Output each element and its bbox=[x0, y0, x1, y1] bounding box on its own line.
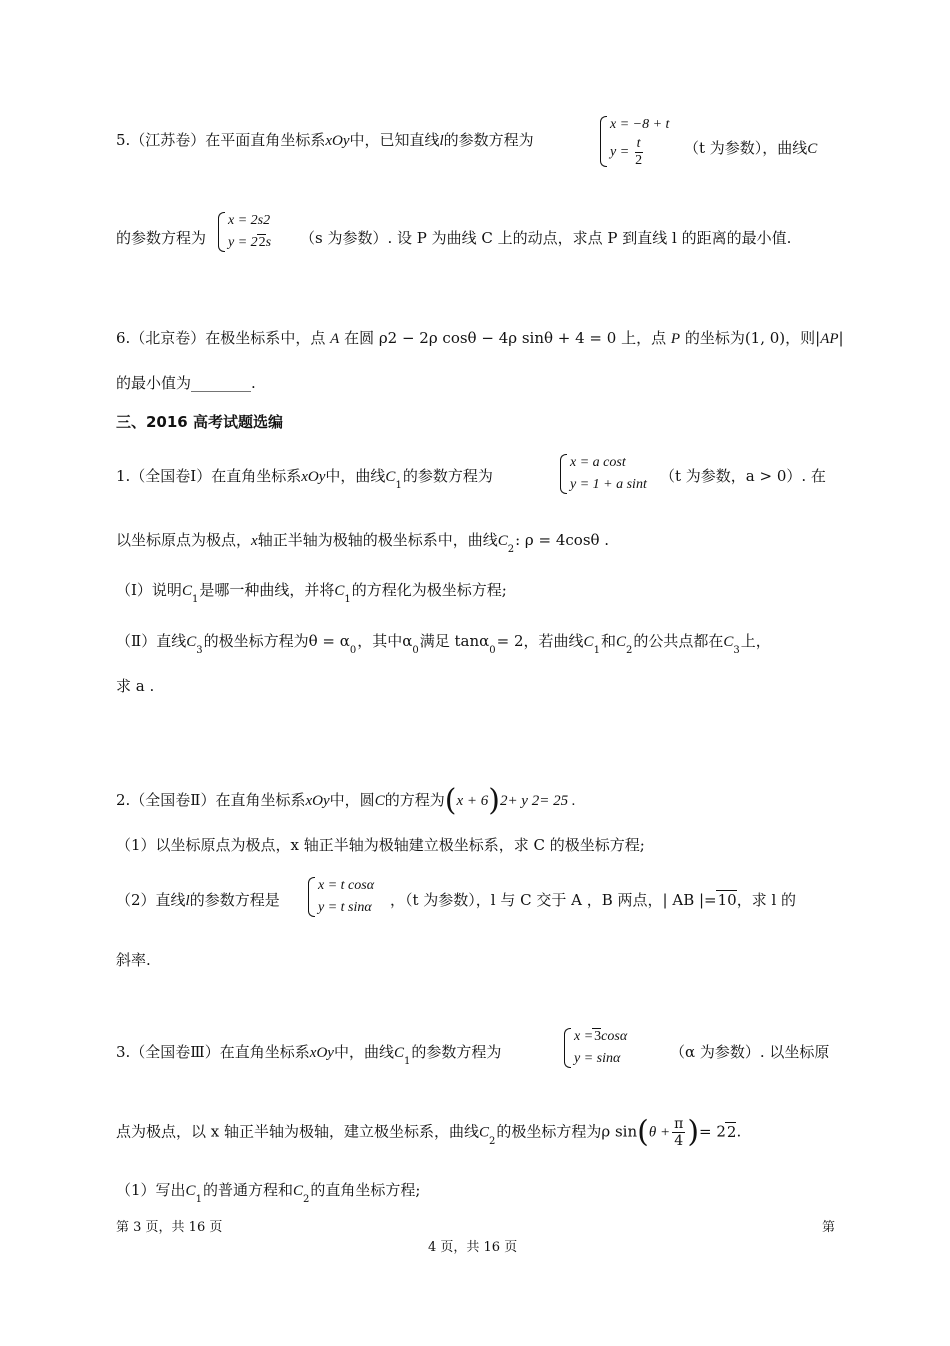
p3-line1: 3.（全国卷Ⅲ）在直角坐标系xOy中，曲线$C_1$的参数方程为 bbox=[116, 1043, 502, 1067]
q5-fraction: $\frac{t}{2}$ bbox=[635, 136, 643, 168]
section-title: 三、2016 高考试题选编 bbox=[116, 413, 283, 431]
p2-line1: 2.（全国卷Ⅱ）在直角坐标系xOy中，圆C的方程为(x + 6)2+ y 2= 25 . bbox=[116, 783, 576, 818]
q5-line1: 5.（江苏卷）在平面直角坐标系xOy中，已知直线l的参数方程为 bbox=[116, 131, 534, 149]
p1-line3: （Ⅰ）说明$C_1$是哪一种曲线，并将$C_1$的方程化为极坐标方程; bbox=[116, 581, 507, 605]
p2-param-system: x = t cosα y = t sinα bbox=[304, 875, 378, 919]
p1-line4: （Ⅱ）直线$C_3$的极坐标方程为$\theta = \alpha_0$，其中$\alpha_0$满足 tanα$_0$= 2，若曲线$C_1$和$C_2$的公共点都在$C_3$上， bbox=[116, 632, 771, 656]
p3-line3: （1）写出$C_1$的普通方程和$C_2$的直角坐标方程; bbox=[116, 1181, 421, 1205]
footer-center: 4 页，共 16 页 bbox=[428, 1240, 518, 1255]
q5-system-brace: x = −8 + t y = $\frac{t}{2}$ bbox=[600, 114, 669, 169]
q5-param-system bbox=[596, 114, 673, 169]
p1-line1: 1.（全国卷Ⅰ）在直角坐标系xOy中，曲线$C_1$的参数方程为 bbox=[116, 467, 493, 491]
q5-param-system-2: x = 2s2 y = 22s bbox=[214, 210, 275, 254]
footer-left: 第 3 页，共 16 页 bbox=[116, 1220, 223, 1235]
p1-line5: 求 a . bbox=[116, 677, 155, 695]
q6-line1: 6.（北京卷）在极坐标系中，点 A 在圆 ρ2 − 2ρ cosθ − 4ρ sinθ + 4 = 0 上，点 P 的坐标为(1, 0)，则|AP| bbox=[116, 329, 844, 347]
p3-param-system: x =3cosα y = sinα bbox=[560, 1026, 631, 1070]
p2-line4: 斜率. bbox=[116, 951, 151, 969]
p1-param-system: x = a cost y = 1 + a sint bbox=[556, 452, 651, 496]
p3-line2: 点为极点，以 x 轴正半轴为极轴，建立极坐标系，曲线$C_2$的极坐标方程为ρ sin(θ + $\frac{\pi}{4}$ )= 22. bbox=[116, 1114, 742, 1150]
p2-line3-tail: ，（t 为参数），l 与 C 交于 A ，B 两点，| AB |=10，求 l 的 bbox=[390, 891, 797, 909]
p1-line2: 以坐标原点为极点，x轴正半轴为极轴的极坐标系中，曲线$C_2$: ρ = 4cosθ . bbox=[116, 531, 610, 555]
q6-line2: 的最小值为________. bbox=[116, 374, 256, 392]
q5-line2: 的参数方程为 bbox=[116, 229, 207, 247]
q5-line1-tail: （t 为参数），曲线C bbox=[684, 139, 818, 157]
p1-line1-tail: （t 为参数，a > 0）. 在 bbox=[660, 467, 826, 485]
footer-right: 第 bbox=[822, 1220, 836, 1235]
q5-line2-tail: （s 为参数）. 设 P 为曲线 C 上的动点，求点 P 到直线 l 的距离的最小值. bbox=[300, 229, 792, 247]
p2-line2: （1）以坐标原点为极点，x 轴正半轴为极轴建立极坐标系，求 C 的极坐标方程; bbox=[116, 836, 645, 854]
p2-line3: （2）直线l的参数方程是 bbox=[116, 891, 280, 909]
p3-line1-tail: （α 为参数）. 以坐标原 bbox=[670, 1043, 830, 1061]
p3-pi-fraction: $\frac{\pi}{4}$ bbox=[674, 1116, 684, 1149]
